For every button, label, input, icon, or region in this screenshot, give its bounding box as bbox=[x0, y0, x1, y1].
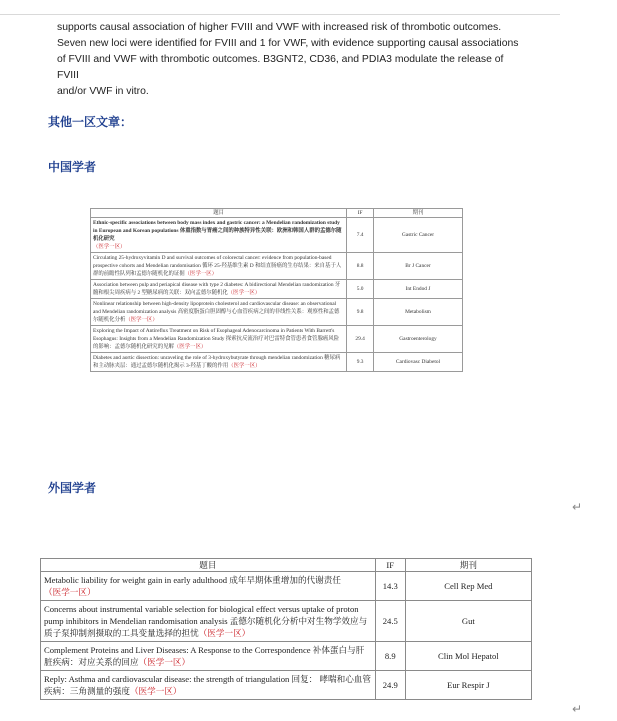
article-title-cell bbox=[41, 601, 376, 642]
intro-line: of FVIII and VWF with thrombotic outcomes. B3GNT2, CD36, and PDIA3 modulate the release of FVIII bbox=[57, 54, 504, 81]
table-row bbox=[91, 326, 463, 353]
impact-factor: 14.3 bbox=[375, 572, 405, 601]
table-row bbox=[91, 218, 463, 253]
header-title: 题目 bbox=[91, 209, 347, 218]
table-row bbox=[91, 353, 463, 372]
tier-badge: （医学一区） bbox=[184, 271, 218, 277]
foreign-scholars-table bbox=[40, 558, 532, 700]
journal-name: Gut bbox=[405, 601, 531, 642]
heading-other-articles: 其他一区文章： bbox=[48, 115, 133, 129]
table-row bbox=[91, 280, 463, 299]
article-title-cell bbox=[91, 353, 347, 372]
intro-line: supports causal association of higher FVIII and VWF with increased risk of thrombotic outcomes. bbox=[57, 22, 502, 33]
header-journal: 期刊 bbox=[405, 559, 531, 572]
header-if: IF bbox=[347, 209, 374, 218]
article-title: Nonlinear relationship between high-density lipoprotein cholesterol and cardiovascular disease: an observational and Mendelian randomization analysis 高密度脂蛋白胆固醇与心血管疾病之间的非线性关系：观察性和孟德尔随机化分析 bbox=[93, 301, 340, 323]
article-title-cell bbox=[41, 642, 376, 671]
header-title: 题目 bbox=[41, 559, 376, 572]
header-journal: 期刊 bbox=[374, 209, 463, 218]
tier-badge: （医学一区） bbox=[93, 244, 126, 250]
tier-badge: （医学一区） bbox=[129, 686, 182, 696]
impact-factor: 5.0 bbox=[347, 280, 374, 299]
impact-factor: 9.3 bbox=[347, 353, 374, 372]
article-title-cell bbox=[91, 218, 347, 253]
intro-line: Seven new loci were identified for FVIII and 1 for VWF, with evidence supporting causal associations bbox=[57, 38, 519, 49]
article-title: Exploring the Impact of Antireflux Treatment on Risk of Esophageal Adenocarcinoma in Patients With Barrett's Esophagus: Insights from a Mendelian Randomization Study 探索抗反流治疗对巴雷特食管患者食管腺癌风险的影响：孟德尔随机化研究的见解 bbox=[93, 328, 340, 350]
impact-factor: 7.4 bbox=[347, 218, 374, 253]
journal-name: Eur Respir J bbox=[405, 671, 531, 700]
tier-badge: （医学一区） bbox=[228, 363, 261, 369]
article-title-cell bbox=[41, 572, 376, 601]
article-title-cell bbox=[91, 280, 347, 299]
intro-line: and/or VWF in vitro. bbox=[57, 86, 149, 97]
tier-badge: （医学一区） bbox=[125, 317, 158, 323]
table-row bbox=[41, 671, 532, 700]
article-title: Concerns about instrumental variable selection for biological effect versus uptake of proton pump inhibitors in Mendelian randomisation analysis 孟德尔随机化分析中对生物学效应与质子泵抑制剂摄取的工具变量选择的担忧 bbox=[44, 604, 368, 638]
article-title: Circulating 25-hydroxyvitamin D and survival outcomes of colorectal cancer: evidence from population-based prospective cohorts and Mendelian randomisation 循环 25-羟基维生素 D 和结直肠癌的生存结果：来自基于人群的前瞻性队列和孟德尔随机化的证据 bbox=[93, 255, 342, 277]
article-title: Ethnic-specific associations between body mass index and gastric cancer: a Mendelian randomization study in European and Korean populations 体重指数与胃癌之间的种族特异性关联：欧洲和韩国人群的孟德尔随机化研究 bbox=[93, 220, 342, 242]
paragraph-return-mark: ↵ bbox=[572, 702, 583, 716]
article-title: Reply: Asthma and cardiovascular disease: the strength of triangulation 回复： 哮喘和心血管疾病：三角测量的强度 bbox=[44, 674, 371, 696]
journal-name: Gastroenterology bbox=[374, 326, 463, 353]
impact-factor: 29.4 bbox=[347, 326, 374, 353]
heading-chinese-scholars: 中国学者 bbox=[48, 160, 97, 174]
tier-badge: （医学一区） bbox=[138, 657, 191, 667]
table-row bbox=[41, 601, 532, 642]
journal-name: Clin Mol Hepatol bbox=[405, 642, 531, 671]
chinese-scholars-table bbox=[90, 208, 463, 372]
heading-foreign-scholars: 外国学者 bbox=[48, 481, 97, 495]
article-title-cell bbox=[91, 326, 347, 353]
journal-name: Br J Cancer bbox=[374, 253, 463, 280]
journal-name: Gastric Cancer bbox=[374, 218, 463, 253]
header-if: IF bbox=[375, 559, 405, 572]
article-title-cell bbox=[91, 253, 347, 280]
journal-name: Int Endod J bbox=[374, 280, 463, 299]
table-row bbox=[91, 299, 463, 326]
table-row bbox=[91, 253, 463, 280]
journal-name: Cell Rep Med bbox=[405, 572, 531, 601]
tier-badge: （医学一区） bbox=[44, 587, 96, 597]
impact-factor: 24.9 bbox=[375, 671, 405, 700]
tier-badge: （医学一区） bbox=[198, 628, 251, 638]
table-row bbox=[41, 642, 532, 671]
journal-name: Metabolism bbox=[374, 299, 463, 326]
paragraph-return-mark: ↵ bbox=[572, 500, 583, 514]
impact-factor: 8.8 bbox=[347, 253, 374, 280]
top-divider bbox=[0, 14, 560, 15]
article-title-cell bbox=[91, 299, 347, 326]
journal-name: Cardiovasc Diabetol bbox=[374, 353, 463, 372]
impact-factor: 8.9 bbox=[375, 642, 405, 671]
article-title-cell bbox=[41, 671, 376, 700]
tier-badge: （医学一区） bbox=[173, 344, 207, 350]
impact-factor: 24.5 bbox=[375, 601, 405, 642]
intro-paragraph bbox=[57, 20, 527, 100]
table-header-row bbox=[41, 559, 532, 572]
table-row bbox=[41, 572, 532, 601]
article-title: Complement Proteins and Liver Diseases: A Response to the Correspondence 补体蛋白与肝脏疾病：对应关系的回应 bbox=[44, 645, 365, 667]
article-title: Diabetes and aortic dissection: unraveling the role of 3-hydroxybutyrate through mendelian randomization 糖尿病和主动脉夹层：通过孟德尔随机化揭示 3-羟基丁酸的作用 bbox=[93, 355, 341, 369]
impact-factor: 9.8 bbox=[347, 299, 374, 326]
tier-badge: （医学一区） bbox=[227, 290, 261, 296]
article-title: Metabolic liability for weight gain in early adulthood 成年早期体重增加的代谢责任 bbox=[44, 575, 341, 585]
table-header-row bbox=[91, 209, 463, 218]
article-title: Association between pulp and periapical disease with type 2 diabetes: A bidirectional Mendelian randomization 牙髓和根尖周疾病与 2 型糖尿病的关联：双向孟德尔随机化 bbox=[93, 282, 341, 296]
